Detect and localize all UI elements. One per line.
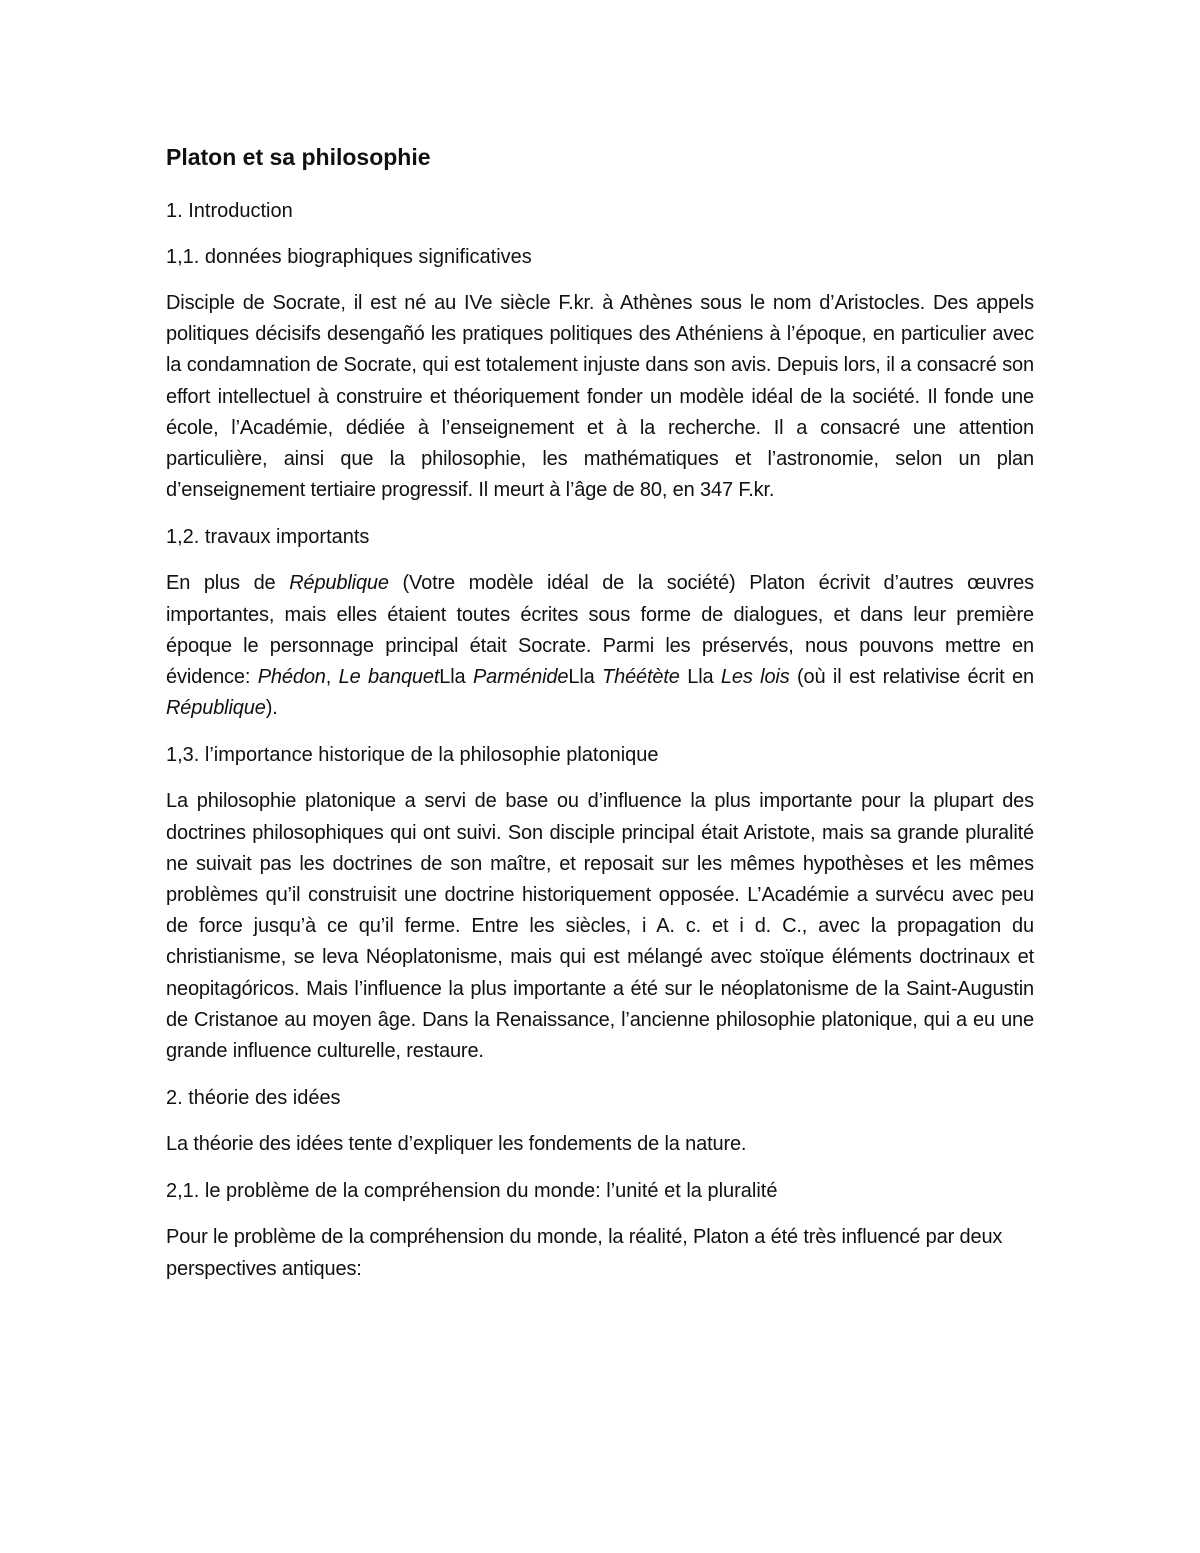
paragraph-biography: Disciple de Socrate, il est né au IVe siècle F.kr. à Athènes sous le nom d’Aristocles. Des appels politiques décisifs desengañó les pratiques politiques des Athéniens à l’époque, en particulier avec la condamnation de Socrate, qui est totalement injuste dans son avis. Depuis lors, il a consacré son effort intellectuel à construire et théoriquement fonder un modèle idéal de la société. Il fonde une école, l’Académie, dédiée à l’enseignement et à la recherche. Il a consacré une attention particulière, ainsi que la philosophie, les mathématiques et l’astronomie, selon un plan d’enseignement tertiaire progressif. Il meurt à l’âge de 80, en 347 F.kr. xyxy=(166,292,1034,502)
section-heading-historical-importance: 1,3. l’importance historique de la philosophie platonique xyxy=(166,744,659,767)
section-heading-world-comprehension: 2,1. le problème de la compréhension du monde: l’unité et la pluralité xyxy=(166,1180,778,1203)
section-heading-introduction: 1. Introduction xyxy=(166,200,293,222)
works-separator: , xyxy=(325,666,339,689)
work-title-banquet: Le banquet xyxy=(338,666,440,689)
paragraph-theory-of-ideas: La théorie des idées tente d’expliquer les fondements de la nature. xyxy=(166,1133,747,1156)
work-title-lois: Les lois xyxy=(720,666,790,689)
works-separator: Lla xyxy=(568,666,603,689)
paragraph-world-comprehension: Pour le problème de la compréhension du monde, la réalité, Platon a été très influencé par deux perspectives antiques: xyxy=(166,1226,1003,1280)
document-title: Platon et sa philosophie xyxy=(166,144,431,170)
section-heading-important-works: 1,2. travaux importants xyxy=(166,526,370,549)
works-text: En plus de xyxy=(166,572,290,595)
works-text: (Votre modèle idéal de la société) Platon écrivit d’autres œuvres importantes, mais elles étaient toutes écrites sous forme de dialogues, et dans leur première époque le personnage principal était Socrate. Parmi les préservés, nous pouvons mettre en évidence: xyxy=(166,572,1035,689)
section-heading-theory-of-ideas: 2. théorie des idées xyxy=(166,1087,341,1110)
document-page xyxy=(166,140,1034,1301)
work-title-phedon: Phédon xyxy=(257,666,326,689)
work-title-republique: République xyxy=(166,697,266,720)
paragraph-historical-importance: La philosophie platonique a servi de base ou d’influence la plus importante pour la plupart des doctrines philosophiques qui ont suivi. Son disciple principal était Aristote, mais sa grande pluralité ne suivait pas les doctrines de son maître, et reposait sur les mêmes hypothèses et les mêmes problèmes qu’il construisit une doctrine historiquement opposée. L’Académie a survécu avec peu de force jusqu’à ce qu’il ferme. Entre les siècles, i A. c. et i d. C., avec la propagation du christianisme, se leva Néoplatonisme, mais qui est mélangé avec stoïque éléments doctrinaux et neopitagóricos. Mais l’influence la plus importante a été sur le néoplatonisme de la Saint-Augustin de Cristanoe au moyen âge. Dans la Renaissance, l’ancienne philosophie platonique, qui a eu une grande influence culturelle, restaure. xyxy=(166,790,1034,1063)
works-text: ). xyxy=(265,697,278,720)
section-heading-biographical-data: 1,1. données biographiques significatives xyxy=(166,246,532,268)
works-separator: Lla xyxy=(439,666,473,689)
work-title-parmenide: Parménide xyxy=(472,666,569,689)
works-text: (où il est relativise écrit en xyxy=(789,666,1034,689)
work-title-republique: République xyxy=(289,572,389,595)
work-title-theetete: Théétète xyxy=(602,666,680,689)
paragraph-works xyxy=(166,568,1034,724)
works-separator: Lla xyxy=(679,666,721,689)
